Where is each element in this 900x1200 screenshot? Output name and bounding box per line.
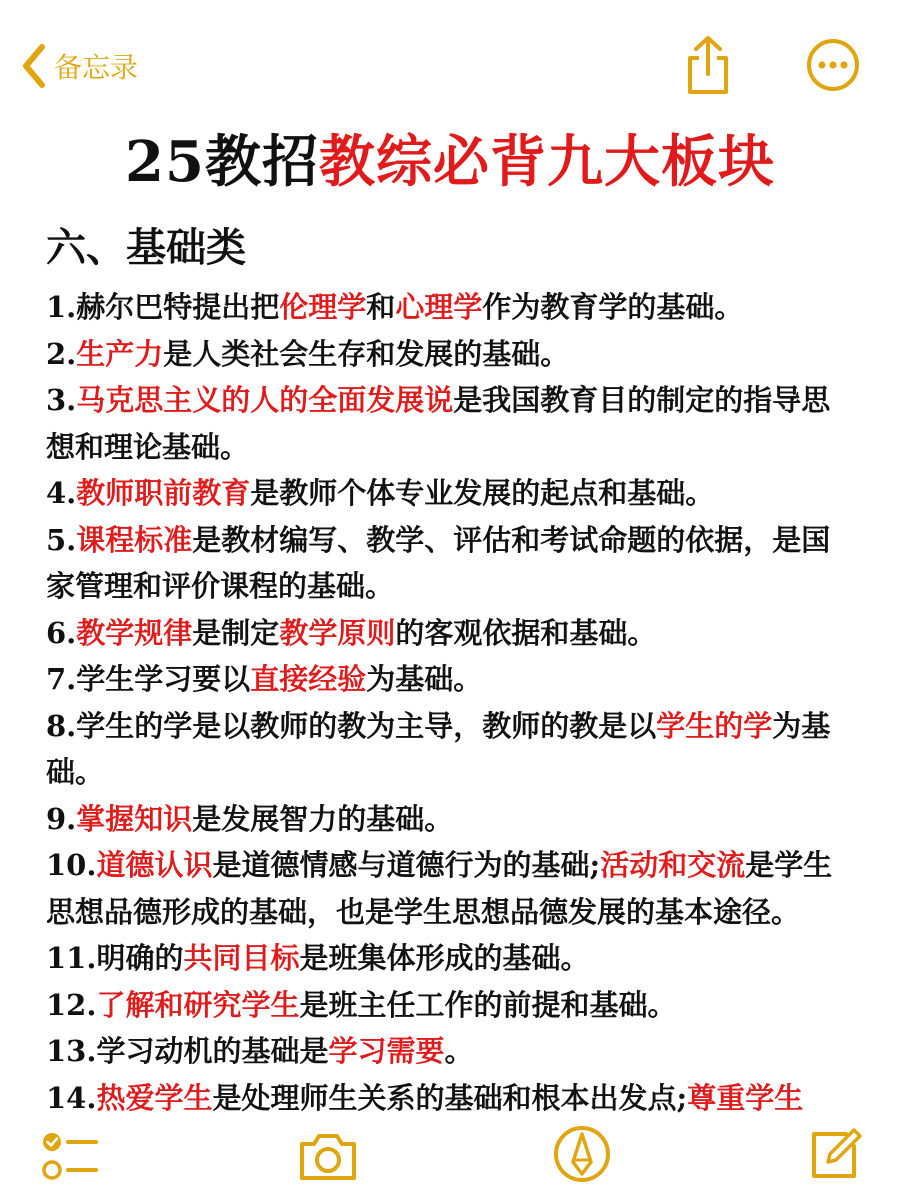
line-text: 是人类社会生存和发展的基础。 <box>163 336 570 371</box>
highlighted-term: 尊重学生 <box>687 1080 804 1115</box>
title-black: 25教招 <box>125 129 319 195</box>
line-text: 9. <box>46 801 77 836</box>
line-text: 11.明确的 <box>46 941 184 975</box>
chevron-left-icon <box>18 41 48 91</box>
checklist-icon[interactable] <box>40 1128 100 1184</box>
note-line <box>46 842 856 889</box>
line-text: 和 <box>366 290 396 324</box>
note-line <box>46 377 856 424</box>
section-heading: 六、基础类 <box>46 224 246 271</box>
highlighted-term: 马克思主义的人的全面发展说 <box>76 383 454 417</box>
line-text: 10. <box>46 848 97 882</box>
bottom-toolbar <box>0 1120 900 1200</box>
highlighted-term: 教学规律 <box>76 615 193 650</box>
line-text: 。 <box>444 1034 474 1068</box>
markup-pen-icon[interactable] <box>552 1124 612 1184</box>
line-text: 家管理和评价课程的基础。 <box>46 569 395 603</box>
line-text: 作为教育学的基础。 <box>482 290 744 324</box>
line-text: 14. <box>46 1080 97 1115</box>
note-lines <box>46 284 856 1121</box>
line-text: 为基 <box>772 708 831 743</box>
note-line <box>46 1075 856 1122</box>
line-text: 3. <box>46 383 77 417</box>
line-text: 的客观依据和基础。 <box>395 615 657 650</box>
note-line <box>46 331 856 378</box>
note-line <box>46 424 856 471</box>
highlighted-term: 学生的学 <box>656 708 773 743</box>
note-line <box>46 935 856 982</box>
note-line <box>46 703 856 750</box>
note-line <box>46 796 856 843</box>
line-text: 础。 <box>46 755 105 789</box>
line-text: 7.学生学习要以 <box>46 662 251 696</box>
line-text: 是制定 <box>192 615 280 650</box>
note-line <box>46 656 856 703</box>
highlighted-term: 教学原则 <box>279 615 396 650</box>
line-text: 想和理论基础。 <box>46 429 250 464</box>
line-text: 1.赫尔巴特提出把 <box>46 290 280 324</box>
note-line <box>46 749 856 796</box>
back-label: 备忘录 <box>54 51 139 84</box>
highlighted-term: 热爱学生 <box>96 1080 213 1115</box>
note-body[interactable] <box>46 222 856 1121</box>
note-line <box>46 517 856 564</box>
highlighted-term: 道德认识 <box>96 848 213 882</box>
highlighted-term: 伦理学 <box>279 290 367 324</box>
line-text: 思想品德形成的基础，也是学生思想品德发展的基本途径。 <box>46 894 801 929</box>
line-text: 是发展智力的基础。 <box>192 801 454 836</box>
line-text: 12. <box>46 987 97 1022</box>
highlighted-term: 心理学 <box>395 290 483 324</box>
line-text: 是道德情感与道德行为的基础; <box>212 848 601 882</box>
highlighted-term: 生产力 <box>76 336 164 371</box>
note-line <box>46 610 856 657</box>
note-line <box>46 284 856 331</box>
line-text: 2. <box>46 336 77 371</box>
highlighted-term: 了解和研究学生 <box>96 987 300 1022</box>
line-text: 4. <box>46 476 77 510</box>
note-line <box>46 470 856 517</box>
back-button[interactable] <box>18 38 138 94</box>
highlighted-term: 活动和交流 <box>600 848 746 882</box>
more-icon[interactable] <box>806 38 860 92</box>
note-line <box>46 1028 856 1075</box>
line-text: 是教师个体专业发展的起点和基础。 <box>250 476 715 510</box>
highlighted-term: 掌握知识 <box>76 801 193 836</box>
line-text: 为基础。 <box>366 662 483 696</box>
line-text: 是班集体形成的基础。 <box>299 941 590 975</box>
title-red: 教综必背九大板块 <box>318 129 775 195</box>
highlighted-term: 直接经验 <box>250 662 367 696</box>
line-text: 是处理师生关系的基础和根本出发点; <box>212 1080 688 1115</box>
camera-icon[interactable] <box>296 1128 360 1184</box>
line-text: 是学生 <box>745 848 833 882</box>
compose-icon[interactable] <box>804 1124 864 1184</box>
highlighted-term: 学习需要 <box>328 1034 445 1068</box>
line-text: 13.学习动机的基础是 <box>46 1034 329 1068</box>
note-line <box>46 563 856 610</box>
highlighted-term: 课程标准 <box>76 522 193 557</box>
note-title <box>0 118 900 198</box>
line-text: 是我国教育目的制定的指导思 <box>453 383 831 417</box>
highlighted-term: 教师职前教育 <box>76 476 251 510</box>
line-text: 是班主任工作的前提和基础。 <box>299 987 677 1022</box>
share-icon[interactable] <box>682 34 734 96</box>
line-text: 6. <box>46 615 77 650</box>
note-line <box>46 889 856 936</box>
highlighted-term: 共同目标 <box>183 941 300 975</box>
navigation-bar <box>0 0 900 120</box>
line-text: 5. <box>46 522 77 557</box>
line-text: 是教材编写、教学、评估和考试命题的依据，是国 <box>192 522 831 557</box>
line-text: 8.学生的学是以教师的教为主导，教师的教是以 <box>46 708 657 743</box>
note-line <box>46 982 856 1029</box>
